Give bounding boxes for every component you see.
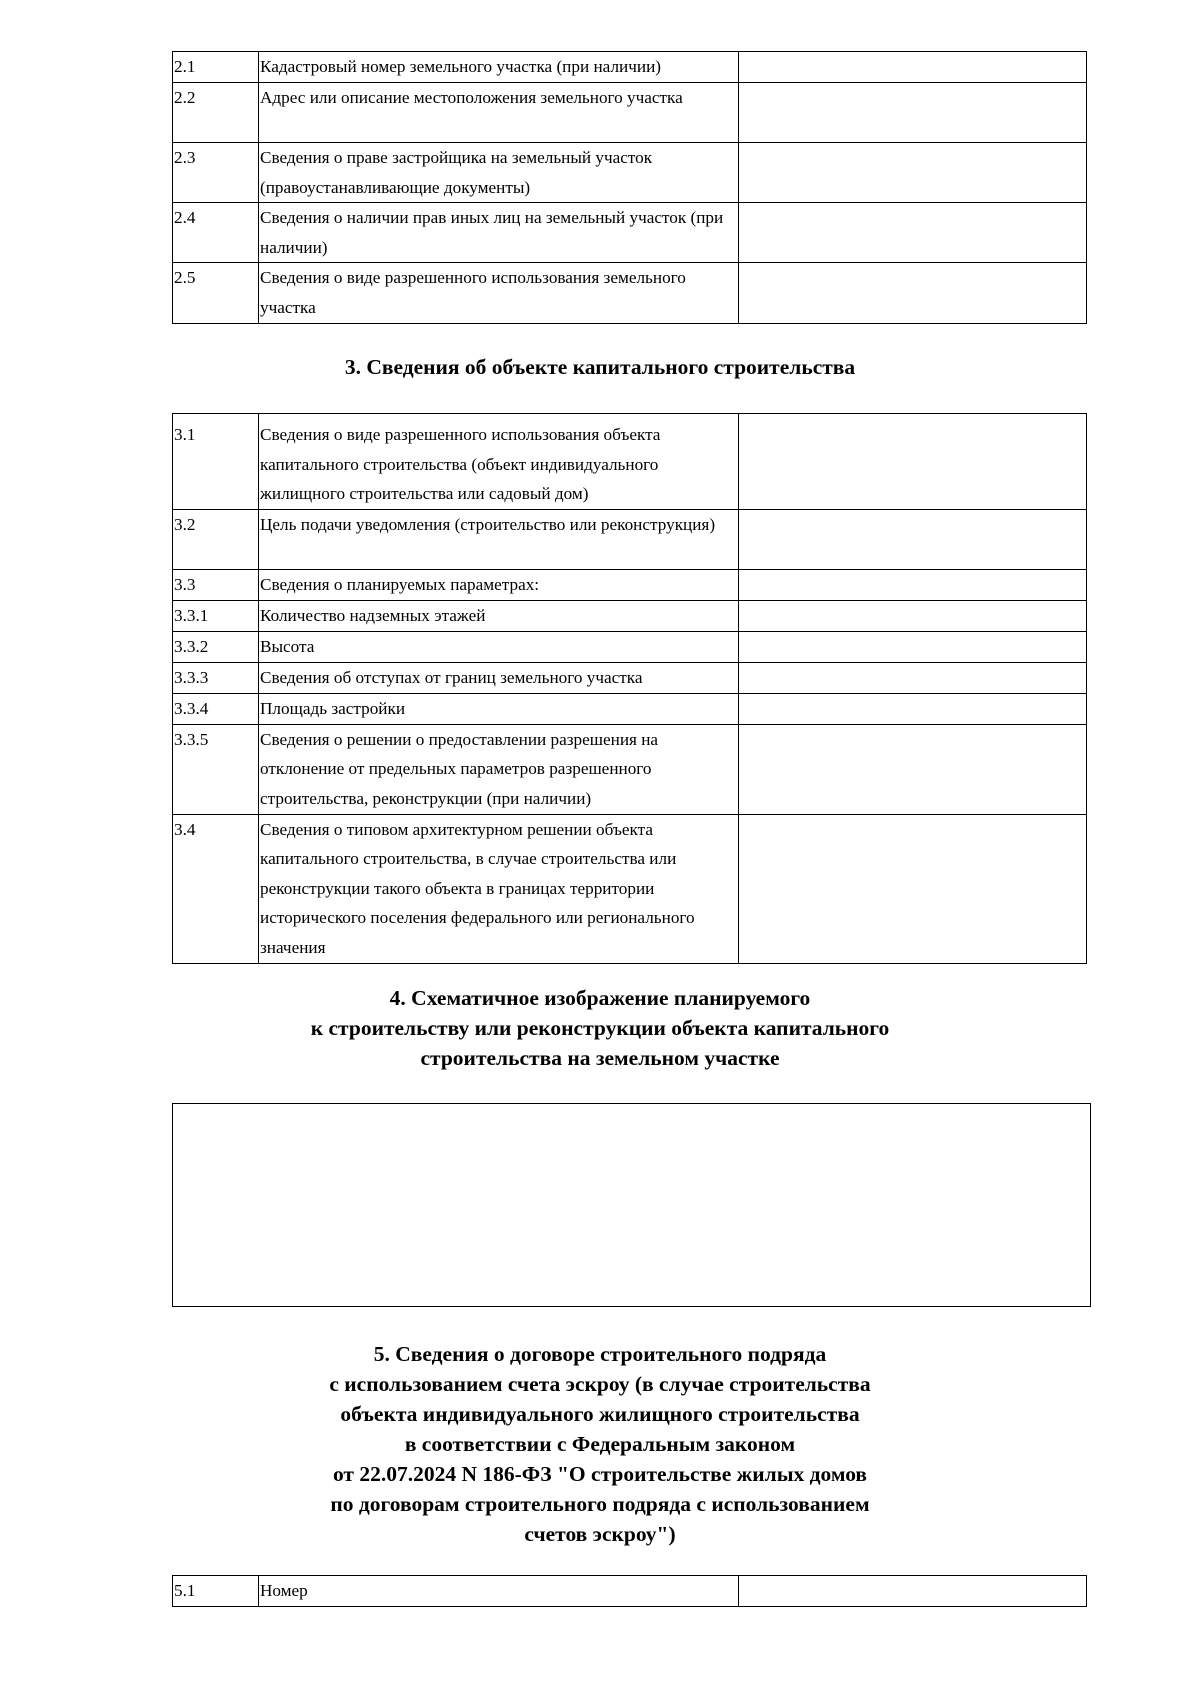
section-4-title-line: строительства на земельном участке (420, 1046, 780, 1070)
table-row (173, 143, 1087, 203)
table-row (173, 263, 1087, 323)
section-3-heading (0, 352, 1200, 382)
row-number: 3.3.5 (173, 724, 259, 814)
row-label: Сведения о типовом архитектурном решении объекта капитального строительства, в случае строительства или реконструкции такого объекта в границах территории исторического поселения федерального или регионального значения (259, 814, 739, 963)
section-5-title-line: с использованием счета эскроу (в случае строительства (329, 1372, 871, 1396)
row-label: Кадастровый номер земельного участка (при наличии) (259, 52, 739, 83)
row-value-cell[interactable] (739, 1576, 1087, 1607)
row-number: 3.1 (173, 414, 259, 510)
table-row (173, 662, 1087, 693)
row-value-cell[interactable] (739, 414, 1087, 510)
contract-info-table (172, 1575, 1087, 1607)
row-number: 3.2 (173, 509, 259, 569)
row-value-cell[interactable] (739, 143, 1087, 203)
row-number: 3.3.4 (173, 693, 259, 724)
row-value-cell[interactable] (739, 263, 1087, 323)
row-label: Высота (259, 631, 739, 662)
row-label: Сведения об отступах от границ земельного участка (259, 662, 739, 693)
row-value-cell[interactable] (739, 662, 1087, 693)
row-value-cell[interactable] (739, 814, 1087, 963)
row-value-cell[interactable] (739, 83, 1087, 143)
row-label: Адрес или описание местоположения земельного участка (259, 83, 739, 143)
row-value-cell[interactable] (739, 569, 1087, 600)
table-row (173, 814, 1087, 963)
row-label: Сведения о виде разрешенного использования земельного участка (259, 263, 739, 323)
section-4-title-line: к строительству или реконструкции объекта капитального (310, 1016, 890, 1040)
row-number: 2.1 (173, 52, 259, 83)
section-5-title-line: счетов эскроу") (524, 1522, 676, 1546)
row-number: 3.3 (173, 569, 259, 600)
row-number: 5.1 (173, 1576, 259, 1607)
row-label: Сведения о планируемых параметрах: (259, 569, 739, 600)
table-row (173, 693, 1087, 724)
row-label: Сведения о виде разрешенного использования объекта капитального строительства (объект индивидуального жилищного строительства или садовый дом) (259, 414, 739, 510)
row-value-cell[interactable] (739, 693, 1087, 724)
row-value-cell[interactable] (739, 509, 1087, 569)
land-plot-info-table (172, 51, 1087, 324)
row-label: Сведения о решении о предоставлении разрешения на отклонение от предельных параметров разрешенного строительства, реконструкции (при наличии) (259, 724, 739, 814)
schematic-drawing-area[interactable] (172, 1103, 1091, 1307)
section-5-title-line: по договорам строительного подряда с использованием (330, 1492, 870, 1516)
table-row (173, 724, 1087, 814)
section-5-title-line: от 22.07.2024 N 186-ФЗ "О строительстве жилых домов (332, 1462, 868, 1486)
row-number: 3.3.3 (173, 662, 259, 693)
section-4-heading (0, 983, 1200, 1073)
table-row (173, 631, 1087, 662)
row-label: Сведения о праве застройщика на земельный участок (правоустанавливающие документы) (259, 143, 739, 203)
row-label: Площадь застройки (259, 693, 739, 724)
row-number: 2.2 (173, 83, 259, 143)
row-number: 3.3.2 (173, 631, 259, 662)
row-number: 3.3.1 (173, 600, 259, 631)
row-number: 3.4 (173, 814, 259, 963)
section-3-title: 3. Сведения об объекте капитального строительства (344, 355, 856, 379)
row-label: Сведения о наличии прав иных лиц на земельный участок (при наличии) (259, 203, 739, 263)
table-row (173, 569, 1087, 600)
section-4-title-line: 4. Схематичное изображение планируемого (389, 986, 811, 1010)
table-row (173, 414, 1087, 510)
row-value-cell[interactable] (739, 203, 1087, 263)
row-number: 2.5 (173, 263, 259, 323)
table-row (173, 1576, 1087, 1607)
row-number: 2.3 (173, 143, 259, 203)
table-row (173, 83, 1087, 143)
row-label: Номер (259, 1576, 739, 1607)
section-5-title-line: объекта индивидуального жилищного строительства (340, 1402, 860, 1426)
table-row (173, 203, 1087, 263)
row-value-cell[interactable] (739, 724, 1087, 814)
row-label: Количество надземных этажей (259, 600, 739, 631)
capital-object-info-table (172, 413, 1087, 964)
section-5-title-line: в соответствии с Федеральным законом (404, 1432, 796, 1456)
table-row (173, 509, 1087, 569)
row-value-cell[interactable] (739, 52, 1087, 83)
row-number: 2.4 (173, 203, 259, 263)
section-5-title-line: 5. Сведения о договоре строительного подряда (373, 1342, 827, 1366)
row-label: Цель подачи уведомления (строительство или реконструкция) (259, 509, 739, 569)
row-value-cell[interactable] (739, 631, 1087, 662)
section-5-heading (0, 1339, 1200, 1549)
table-row (173, 52, 1087, 83)
table-row (173, 600, 1087, 631)
row-value-cell[interactable] (739, 600, 1087, 631)
